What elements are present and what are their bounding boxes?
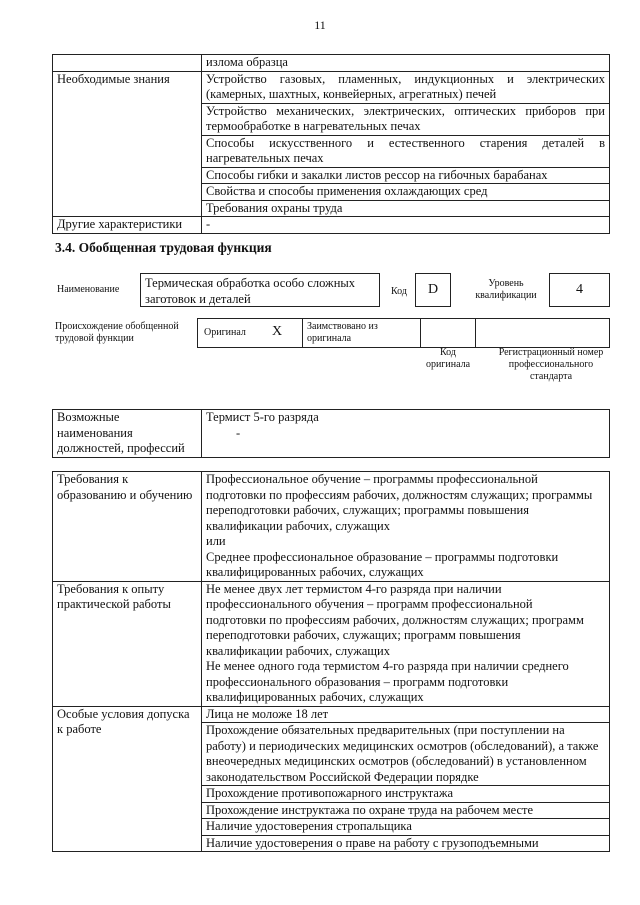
knowledge-table <box>52 54 610 234</box>
original-mark: X <box>272 324 283 339</box>
row-value: - <box>202 217 610 234</box>
row-value: Свойства и способы применения охлаждающих сред <box>202 184 610 201</box>
name-label: Наименование <box>57 284 120 295</box>
table-row <box>53 217 610 234</box>
section-title: 3.4. Обобщенная трудовая функция <box>55 240 272 255</box>
education-value <box>202 472 610 582</box>
experience-line: профессионального образования – программ подготовки <box>206 674 509 689</box>
row-label <box>53 55 202 72</box>
special-item: Наличие удостоверения о праве на работу с грузоподъемными <box>202 835 610 852</box>
positions-dash: - <box>236 425 241 440</box>
special-item: Прохождение противопожарного инструктажа <box>202 786 610 803</box>
reg-number-cell <box>475 318 610 348</box>
original-label: Оригинал <box>204 327 246 338</box>
experience-line: Не менее одного года термистом 4-го разряда при наличии среднего <box>206 659 569 673</box>
special-item: Наличие удостоверения стропальщика <box>202 819 610 836</box>
code-value: D <box>415 273 451 307</box>
special-item: Прохождение инструктажа по охране труда на рабочем месте <box>202 802 610 819</box>
education-line: или <box>206 534 226 548</box>
education-line: квалифицированных рабочих, служащих <box>206 565 424 579</box>
row-value: Устройство механических, электрических, оптических приборов при термообработке в нагревательных печах <box>202 103 610 135</box>
level-value: 4 <box>549 273 610 307</box>
borrowed-label: Заимствовано из оригинала <box>302 318 421 348</box>
table-row <box>53 55 610 72</box>
experience-line: профессионального обучения – программ профессиональной <box>206 597 533 611</box>
education-line: подготовки по профессиям рабочих, должностям служащих; программы <box>206 487 593 502</box>
table-row <box>53 472 610 582</box>
experience-line: квалифицированных рабочих, служащих <box>206 690 424 704</box>
experience-line: подготовки по профессиям рабочих, должностям служащих; программ <box>206 612 584 627</box>
code-original-caption: Код оригинала <box>425 347 471 370</box>
reg-number-caption: Регистрационный номер профессионального стандарта <box>498 347 604 382</box>
education-line: Среднее профессиональное образование – программы подготовки <box>206 549 559 564</box>
experience-label: Требования к опыту практической работы <box>53 581 202 706</box>
table-row <box>53 581 610 706</box>
name-value: Термическая обработка особо сложных заготовок и деталей <box>140 273 380 307</box>
row-value: излома образца <box>202 55 610 72</box>
row-value: Устройство газовых, пламенных, индукционных и электрических (камерных, шахтных, конвейерных, агрегатных) печей <box>202 71 610 103</box>
requirements-table <box>52 471 610 852</box>
table-row <box>53 71 610 103</box>
positions-value-cell <box>202 410 610 458</box>
positions-table <box>52 409 610 458</box>
special-item: Лица не моложе 18 лет <box>202 706 610 723</box>
education-line: Профессиональное обучение – программы профессиональной <box>206 472 538 486</box>
level-label: Уровень квалификации <box>475 278 537 301</box>
positions-label: Возможные наименования должностей, профессий <box>53 410 202 458</box>
row-value: Способы искусственного и естественного старения деталей в нагревательных печах <box>202 135 610 167</box>
code-original-cell <box>420 318 476 348</box>
row-label: Другие характеристики <box>53 217 202 234</box>
row-label: Необходимые знания <box>53 71 202 217</box>
education-label: Требования к образованию и обучению <box>53 472 202 582</box>
row-value: Требования охраны труда <box>202 200 610 217</box>
row-value: Способы гибки и закалки листов рессор на гибочных барабанах <box>202 167 610 184</box>
positions-value: Термист 5-го разряда <box>206 410 319 424</box>
origin-original-cell <box>197 318 303 348</box>
special-item: Прохождение обязательных предварительных (при поступлении на работу) и периодических медицинских осмотров (обследований), а также внеочередных медицинских осмотров (обследований) в установленном законодательством Российской Федерации порядке <box>202 723 610 786</box>
special-label: Особые условия допуска к работе <box>53 706 202 852</box>
education-line: переподготовки рабочих, служащих; программы повышения <box>206 503 529 517</box>
table-row <box>53 706 610 723</box>
experience-line: Не менее двух лет термистом 4-го разряда при наличии <box>206 581 502 596</box>
experience-value <box>202 581 610 706</box>
page-number: 11 <box>314 18 326 32</box>
origin-label: Происхождение обобщенной трудовой функции <box>55 321 179 344</box>
experience-line: квалификации рабочих, служащих <box>206 643 390 658</box>
code-label: Код <box>391 286 407 297</box>
experience-line: переподготовки рабочих, служащих; программ повышения <box>206 628 521 642</box>
education-line: квалификации рабочих, служащих <box>206 518 390 533</box>
